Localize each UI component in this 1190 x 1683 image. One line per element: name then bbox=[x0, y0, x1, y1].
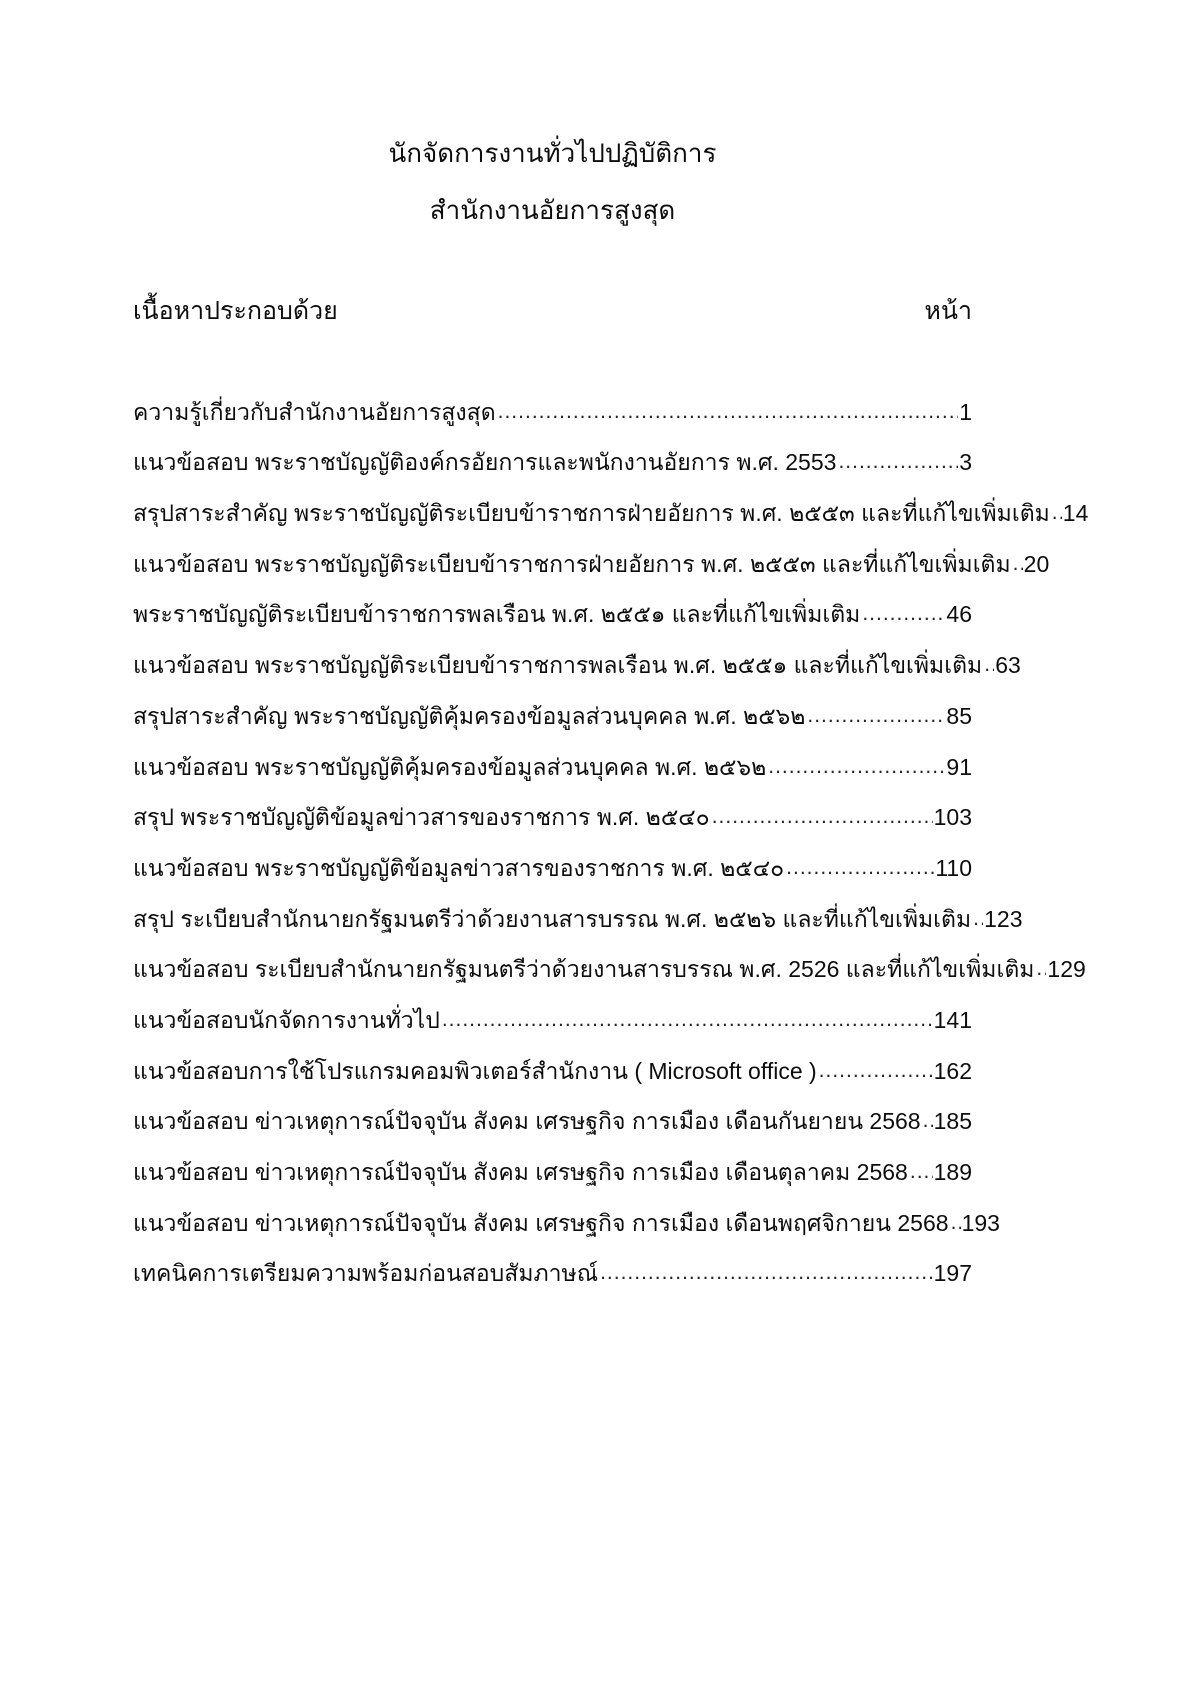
toc-entry-title: สรุป ระเบียบสำนักนายกรัฐมนตรีว่าด้วยงานสารบรรณ พ.ศ. ๒๕๒๖ และที่แก้ไขเพิ่มเติม bbox=[133, 905, 972, 932]
toc-entry bbox=[133, 730, 972, 781]
toc-dot-leader bbox=[442, 1006, 933, 1034]
toc-entry bbox=[133, 781, 972, 832]
toc-dot-leader bbox=[973, 905, 983, 933]
toc-entry-page-number: 197 bbox=[933, 1260, 972, 1287]
toc-entry-title: แนวข้อสอบ พระราชบัญญัติระเบียบข้าราชการฝ่ายอัยการ พ.ศ. ๒๕๕๓ และที่แก้ไขเพิ่มเติม bbox=[133, 550, 1011, 577]
toc-entry-page-number: 3 bbox=[959, 449, 972, 476]
toc-entry-page-number: 63 bbox=[995, 652, 1021, 679]
toc-entry-page-number: 20 bbox=[1023, 550, 1050, 577]
toc-entry bbox=[133, 1034, 972, 1085]
toc-dot-leader bbox=[786, 854, 934, 882]
toc-entry-page-number: 129 bbox=[1047, 956, 1086, 983]
toc-dot-leader bbox=[1013, 550, 1023, 578]
toc-entry-page-number: 162 bbox=[933, 1057, 972, 1084]
toc-entry-page-number: 103 bbox=[933, 804, 972, 831]
toc-entry bbox=[133, 1135, 972, 1186]
toc-entry-title: แนวข้อสอบการใช้โปรแกรมคอมพิวเตอร์สำนักงาน ( Microsoft office ) bbox=[133, 1057, 817, 1084]
toc-dot-leader bbox=[819, 1057, 933, 1085]
toc-entry-title: เทคนิคการเตรียมความพร้อมก่อนสอบสัมภาษณ์ bbox=[133, 1260, 599, 1287]
toc-entry bbox=[133, 679, 972, 730]
toc-entry-title: แนวข้อสอบ ข่าวเหตุการณ์ปัจจุบัน สังคม เศรษฐกิจ การเมือง เดือนพฤศจิกายน 2568 bbox=[133, 1209, 949, 1236]
toc-dot-leader bbox=[838, 448, 958, 476]
toc-dot-leader bbox=[951, 1209, 961, 1237]
toc-dot-leader bbox=[712, 803, 933, 831]
toc-dot-leader bbox=[600, 1259, 933, 1287]
toc-entry-page-number: 14 bbox=[1062, 500, 1089, 527]
toc-entry-page-number: 110 bbox=[935, 854, 972, 881]
toc-entry bbox=[133, 578, 972, 629]
toc-entry bbox=[133, 831, 972, 882]
toc-entry bbox=[133, 476, 1089, 527]
toc-dot-leader bbox=[1036, 955, 1046, 983]
toc-entry-title: พระราชบัญญัติระเบียบข้าราชการพลเรือน พ.ศ. ๒๕๕๑ และที่แก้ไขเพิ่มเติม bbox=[133, 601, 861, 628]
document-title: นักจัดการงานทั่วไปปฏิบัติการ bbox=[388, 138, 717, 168]
toc-entry-title: สรุปสาระสำคัญ พระราชบัญญัติคุ้มครองข้อมูลส่วนบุคคล พ.ศ. ๒๕๖๒ bbox=[133, 702, 806, 729]
toc-dot-leader bbox=[984, 651, 994, 679]
toc-entry bbox=[133, 983, 972, 1034]
toc-entry bbox=[133, 426, 972, 477]
toc-entry-title: แนวข้อสอบนักจัดการงานทั่วไป bbox=[133, 1006, 440, 1033]
toc-entry-page-number: 85 bbox=[946, 702, 972, 729]
toc-entry-page-number: 91 bbox=[946, 753, 972, 780]
toc-entry-page-number: 189 bbox=[933, 1159, 972, 1185]
toc-entry bbox=[133, 1237, 972, 1288]
toc-entry bbox=[133, 375, 972, 426]
toc-dot-leader bbox=[862, 600, 945, 628]
toc-entry bbox=[133, 527, 1050, 578]
page-column-label: หน้า bbox=[924, 297, 972, 325]
toc-entry bbox=[133, 1186, 1000, 1237]
toc-entry-page-number: 185 bbox=[933, 1108, 972, 1135]
toc-entry bbox=[133, 628, 1021, 679]
toc-entry-title: แนวข้อสอบ พระราชบัญญัติระเบียบข้าราชการพลเรือน พ.ศ. ๒๕๕๑ และที่แก้ไขเพิ่มเติม bbox=[133, 652, 983, 679]
toc-entry-page-number: 193 bbox=[961, 1209, 1000, 1236]
toc-entry-page-number: 141 bbox=[933, 1006, 972, 1033]
toc-dot-leader bbox=[923, 1107, 933, 1135]
document-subtitle: สำนักงานอัยการสูงสุด bbox=[429, 195, 676, 225]
toc-entry-page-number: 1 bbox=[959, 398, 972, 425]
toc-entry-title: แนวข้อสอบ พระราชบัญญัติข้อมูลข่าวสารของราชการ พ.ศ. ๒๕๔๐ bbox=[133, 854, 785, 881]
toc-entry bbox=[133, 933, 1086, 984]
toc-entry bbox=[133, 882, 1023, 933]
toc-entry-page-number: 46 bbox=[946, 601, 972, 628]
toc-entry-title: แนวข้อสอบ พระราชบัญญัติองค์กรอัยการและพนักงานอัยการ พ.ศ. 2553 bbox=[133, 449, 837, 476]
toc-entry-title: แนวข้อสอบ ข่าวเหตุการณ์ปัจจุบัน สังคม เศรษฐกิจ การเมือง เดือนกันยายน 2568 bbox=[133, 1108, 921, 1135]
toc-entry-title: แนวข้อสอบ ข่าวเหตุการณ์ปัจจุบัน สังคม เศรษฐกิจ การเมือง เดือนตุลาคม 2568 bbox=[133, 1159, 908, 1185]
toc-entry-title: แนวข้อสอบ พระราชบัญญัติคุ้มครองข้อมูลส่วนบุคคล พ.ศ. ๒๕๖๒ bbox=[133, 753, 767, 780]
toc-entry-title: สรุป พระราชบัญญัติข้อมูลข่าวสารของราชการ พ.ศ. ๒๕๔๐ bbox=[133, 804, 710, 831]
toc-entry-page-number: 123 bbox=[984, 905, 1023, 932]
contents-label: เนื้อหาประกอบด้วย bbox=[133, 297, 338, 325]
toc-entry-title: แนวข้อสอบ ระเบียบสำนักนายกรัฐมนตรีว่าด้วยงานสารบรรณ พ.ศ. 2526 และที่แก้ไขเพิ่มเติม bbox=[133, 956, 1035, 983]
toc-entry-title: ความรู้เกี่ยวกับสำนักงานอัยการสูงสุด bbox=[133, 398, 496, 425]
toc-entry-title: สรุปสาระสำคัญ พระราชบัญญัติระเบียบข้าราชการฝ่ายอัยการ พ.ศ. ๒๕๕๓ และที่แก้ไขเพิ่มเติม bbox=[133, 500, 1050, 527]
toc-entry bbox=[133, 1085, 972, 1136]
toc-dot-leader bbox=[1052, 499, 1062, 527]
toc-dot-leader bbox=[910, 1158, 933, 1186]
toc-dot-leader bbox=[768, 753, 945, 781]
toc-dot-leader bbox=[807, 702, 945, 730]
contents-header bbox=[133, 291, 972, 331]
toc-dot-leader bbox=[498, 398, 959, 426]
table-of-contents bbox=[133, 375, 1089, 1287]
